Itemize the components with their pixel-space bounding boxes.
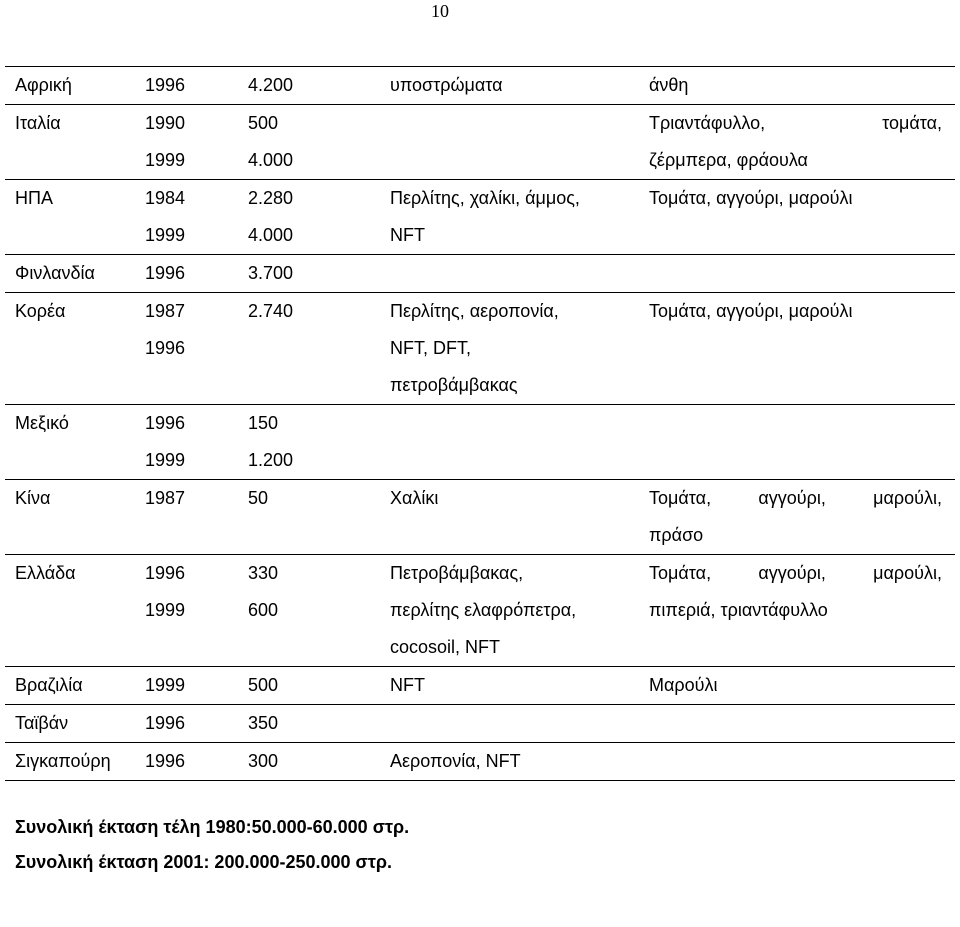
crops-cell bbox=[648, 293, 955, 405]
year-line: 1999 bbox=[145, 150, 186, 170]
substrate-cell bbox=[389, 255, 648, 293]
area-cell bbox=[246, 480, 389, 555]
year-line: 1996 bbox=[145, 263, 186, 283]
area-cell bbox=[246, 180, 389, 255]
crops-cell bbox=[648, 667, 955, 705]
country-cell bbox=[5, 667, 141, 705]
totals-block bbox=[15, 810, 409, 880]
country-cell bbox=[5, 480, 141, 555]
country-cell bbox=[5, 743, 141, 781]
area-line: 1.200 bbox=[248, 450, 294, 470]
country-line: Ελλάδα bbox=[15, 563, 76, 583]
table-row bbox=[5, 667, 955, 705]
country-line: Μεξικό bbox=[15, 413, 69, 433]
crops-cell bbox=[648, 67, 955, 105]
area-line: 300 bbox=[248, 751, 279, 771]
substrate-cell bbox=[389, 555, 648, 667]
area-cell bbox=[246, 105, 389, 180]
country-line: Ιταλία bbox=[15, 113, 61, 133]
table-row bbox=[5, 555, 955, 667]
substrate-line: περλίτης ελαφρόπετρα, bbox=[390, 600, 577, 620]
crops-word: αγγούρι, bbox=[758, 563, 826, 583]
substrate-line: Χαλίκι bbox=[390, 488, 439, 508]
year-line: 1996 bbox=[145, 563, 186, 583]
year-line: 1987 bbox=[145, 488, 186, 508]
country-line: Βραζιλία bbox=[15, 675, 83, 695]
substrate-line: Αεροπονία, NFT bbox=[390, 751, 521, 771]
year-line: 1996 bbox=[145, 413, 186, 433]
table-row bbox=[5, 480, 955, 555]
area-cell bbox=[246, 405, 389, 480]
crops-cell bbox=[648, 555, 955, 667]
country-cell bbox=[5, 555, 141, 667]
substrate-line: υποστρώματα bbox=[390, 75, 503, 95]
year-line: 1999 bbox=[145, 600, 186, 620]
year-line: 1996 bbox=[145, 75, 186, 95]
crops-line: άνθη bbox=[649, 75, 689, 95]
area-line: 500 bbox=[248, 675, 279, 695]
country-cell bbox=[5, 105, 141, 180]
area-line: 2.740 bbox=[248, 301, 294, 321]
year-line: 1996 bbox=[145, 713, 186, 733]
substrate-cell bbox=[389, 293, 648, 405]
substrate-line: Πετροβάμβακας, bbox=[390, 563, 524, 583]
substrate-cell bbox=[389, 67, 648, 105]
area-line: 330 bbox=[248, 563, 279, 583]
crops-line: Τομάτα, αγγούρι, μαρούλι bbox=[649, 188, 853, 208]
crops-cell bbox=[648, 255, 955, 293]
crops-cell bbox=[648, 705, 955, 743]
table-row bbox=[5, 743, 955, 781]
crops-cell bbox=[648, 480, 955, 555]
area-line: 2.280 bbox=[248, 188, 294, 208]
country-cell bbox=[5, 705, 141, 743]
area-cell bbox=[246, 667, 389, 705]
year-line: 1999 bbox=[145, 225, 186, 245]
table-row bbox=[5, 255, 955, 293]
substrate-cell bbox=[389, 667, 648, 705]
total-area-2001: Συνολική έκταση 2001: 200.000-250.000 στρ. bbox=[15, 852, 393, 872]
year-cell bbox=[141, 67, 246, 105]
country-line: Φινλανδία bbox=[15, 263, 95, 283]
table-row bbox=[5, 105, 955, 180]
crops-line: Τομάτα, αγγούρι, μαρούλι bbox=[649, 301, 853, 321]
substrate-line: NFT bbox=[390, 225, 425, 245]
substrate-line: πετροβάμβακας bbox=[390, 375, 518, 395]
substrate-line: Περλίτης, αεροπονία, bbox=[390, 301, 559, 321]
table-row bbox=[5, 293, 955, 405]
table-row bbox=[5, 67, 955, 105]
country-line: Κίνα bbox=[15, 488, 51, 508]
crops-word: αγγούρι, bbox=[758, 488, 826, 508]
area-line: 3.700 bbox=[248, 263, 294, 283]
country-line: Αφρική bbox=[15, 75, 72, 95]
year-cell bbox=[141, 255, 246, 293]
year-line: 1987 bbox=[145, 301, 186, 321]
area-line: 4.200 bbox=[248, 75, 294, 95]
area-line: 350 bbox=[248, 713, 279, 733]
table-row bbox=[5, 405, 955, 480]
area-cell bbox=[246, 67, 389, 105]
year-line: 1996 bbox=[145, 338, 186, 358]
substrate-line: cocosoil, NFT bbox=[390, 637, 501, 657]
crops-line bbox=[648, 105, 955, 142]
crops-line: πιπεριά, τριαντάφυλλο bbox=[649, 600, 828, 620]
hydroponics-table bbox=[5, 66, 955, 781]
area-line: 50 bbox=[248, 488, 269, 508]
crops-line: ζέρμπερα, φράουλα bbox=[649, 150, 808, 170]
area-cell bbox=[246, 705, 389, 743]
crops-line bbox=[648, 480, 955, 517]
country-cell bbox=[5, 405, 141, 480]
country-line: Σιγκαπούρη bbox=[15, 751, 111, 771]
area-cell bbox=[246, 293, 389, 405]
substrate-cell bbox=[389, 743, 648, 781]
year-cell bbox=[141, 667, 246, 705]
table-body bbox=[5, 67, 955, 781]
area-cell bbox=[246, 555, 389, 667]
table-row bbox=[5, 180, 955, 255]
crops-cell bbox=[648, 743, 955, 781]
year-cell bbox=[141, 293, 246, 405]
crops-cell bbox=[648, 105, 955, 180]
country-cell bbox=[5, 255, 141, 293]
total-area-late-1980s: Συνολική έκταση τέλη 1980:50.000-60.000 στρ. bbox=[15, 817, 410, 837]
crops-word: μαρούλι, bbox=[873, 563, 942, 583]
crops-word: τομάτα, bbox=[882, 113, 942, 133]
year-cell bbox=[141, 180, 246, 255]
area-cell bbox=[246, 255, 389, 293]
country-line: Κορέα bbox=[15, 301, 66, 321]
year-cell bbox=[141, 743, 246, 781]
area-line: 4.000 bbox=[248, 225, 294, 245]
substrate-line: Περλίτης, χαλίκι, άμμος, bbox=[390, 188, 580, 208]
area-line: 4.000 bbox=[248, 150, 294, 170]
crops-word: Τομάτα, bbox=[649, 488, 712, 508]
crops-line: Μαρούλι bbox=[649, 675, 718, 695]
crops-word: Τριαντάφυλλο, bbox=[649, 113, 766, 133]
year-cell bbox=[141, 405, 246, 480]
table-row bbox=[5, 705, 955, 743]
year-line: 1996 bbox=[145, 751, 186, 771]
year-line: 1999 bbox=[145, 675, 186, 695]
crops-word: μαρούλι, bbox=[873, 488, 942, 508]
crops-line: πράσο bbox=[649, 525, 704, 545]
crops-cell bbox=[648, 180, 955, 255]
crops-line bbox=[648, 555, 955, 592]
substrate-line: NFT, DFT, bbox=[390, 338, 471, 358]
year-cell bbox=[141, 480, 246, 555]
country-line: ΗΠΑ bbox=[15, 188, 54, 208]
crops-cell bbox=[648, 405, 955, 480]
substrate-cell bbox=[389, 405, 648, 480]
year-cell bbox=[141, 705, 246, 743]
substrate-cell bbox=[389, 480, 648, 555]
substrate-cell bbox=[389, 705, 648, 743]
area-cell bbox=[246, 743, 389, 781]
area-line: 500 bbox=[248, 113, 279, 133]
year-line: 1984 bbox=[145, 188, 186, 208]
year-line: 1990 bbox=[145, 113, 186, 133]
year-cell bbox=[141, 105, 246, 180]
country-cell bbox=[5, 67, 141, 105]
substrate-cell bbox=[389, 105, 648, 180]
substrate-line: NFT bbox=[390, 675, 425, 695]
year-line: 1999 bbox=[145, 450, 186, 470]
area-line: 600 bbox=[248, 600, 279, 620]
country-cell bbox=[5, 293, 141, 405]
page-number: 10 bbox=[431, 1, 449, 21]
country-cell bbox=[5, 180, 141, 255]
crops-word: Τομάτα, bbox=[649, 563, 712, 583]
area-line: 150 bbox=[248, 413, 279, 433]
substrate-cell bbox=[389, 180, 648, 255]
country-line: Ταϊβάν bbox=[15, 713, 69, 733]
year-cell bbox=[141, 555, 246, 667]
